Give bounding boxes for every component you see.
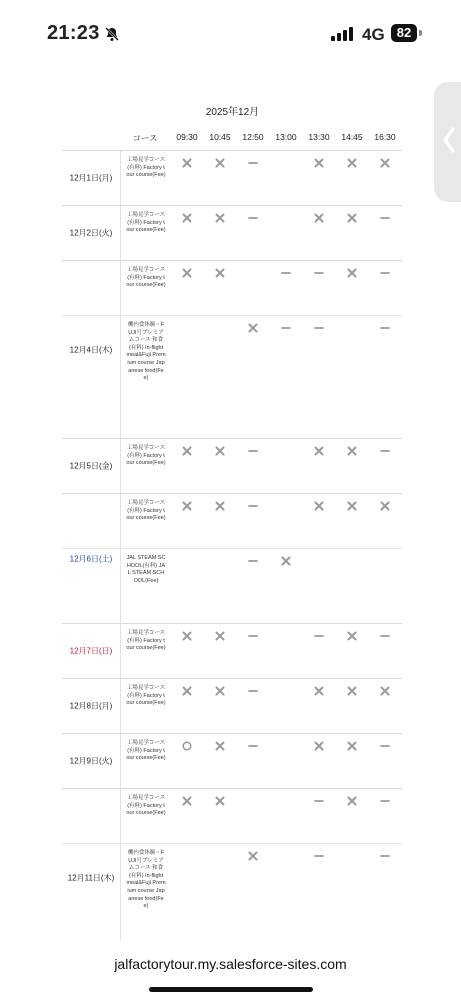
column-divider [120, 679, 121, 733]
not-offered-dash-icon [247, 740, 259, 752]
not-offered-dash-icon [379, 630, 391, 642]
unavailable-x-icon [214, 445, 226, 457]
not-offered-dash-icon [313, 850, 325, 862]
column-divider [120, 261, 121, 438]
unavailable-x-icon [313, 740, 325, 752]
unavailable-x-icon [379, 157, 391, 169]
date-group [62, 260, 402, 438]
table-row [62, 261, 402, 315]
bell-slash-icon [104, 26, 120, 42]
course-name: 工場見学コース(有料) Factory tour course(Fee) [126, 212, 166, 234]
not-offered-dash-icon [313, 795, 325, 807]
unavailable-x-icon [181, 212, 193, 224]
date-label: 12月6日(土) [69, 554, 113, 563]
browser-address-bar[interactable] [0, 940, 461, 1000]
not-offered-dash-icon [379, 212, 391, 224]
date-label: 12月8日(月) [69, 701, 113, 711]
date-label: 12月2日(火) [69, 228, 113, 238]
date-label: 12月1日(月) [69, 173, 113, 183]
table-row [62, 315, 402, 438]
course-name: 工場見学コース(有料) Factory tour course(Fee) [126, 795, 166, 817]
column-divider [120, 151, 121, 205]
time-column-header: 13:30 [308, 132, 330, 142]
not-offered-dash-icon [379, 740, 391, 752]
unavailable-x-icon [280, 555, 292, 567]
not-offered-dash-icon [379, 322, 391, 334]
unavailable-x-icon [214, 630, 226, 642]
not-offered-dash-icon [247, 630, 259, 642]
course-column-header: コース [132, 133, 158, 143]
date-label: 12月5日(金) [69, 461, 113, 471]
course-name: 工場見学コース(有料) Factory tour course(Fee) [126, 267, 166, 289]
unavailable-x-icon [214, 212, 226, 224]
not-offered-dash-icon [379, 850, 391, 862]
unavailable-x-icon [214, 267, 226, 279]
unavailable-x-icon [181, 795, 193, 807]
not-offered-dash-icon [379, 795, 391, 807]
unavailable-x-icon [346, 630, 358, 642]
course-name: 機内食体験・FUJI号プレミアムコース 和食(有料) In-flight meal&Fuji Premium course Japanese food(Fee) [126, 322, 166, 382]
unavailable-x-icon [214, 157, 226, 169]
not-offered-dash-icon [247, 555, 259, 567]
column-divider [120, 206, 121, 260]
date-label: 12月7日(日) [69, 646, 113, 656]
unavailable-x-icon [313, 500, 325, 512]
battery-nub [419, 30, 422, 36]
not-offered-dash-icon [280, 267, 292, 279]
month-title: 2025年12月 [205, 107, 260, 118]
column-divider [120, 734, 121, 788]
available-circle-icon[interactable] [181, 740, 193, 752]
course-name: JAL STEAM SCHOOL(有料) JAL STEAM SCHOOL(Fee) [126, 555, 166, 584]
course-name: 工場見学コース(有料) Factory tour course(Fee) [126, 740, 166, 762]
not-offered-dash-icon [247, 500, 259, 512]
unavailable-x-icon [214, 500, 226, 512]
unavailable-x-icon [379, 685, 391, 697]
signal-icon [331, 27, 355, 41]
time-column-header: 10:45 [209, 132, 231, 142]
clock: 21:23 [47, 22, 100, 44]
date-group [62, 733, 402, 788]
time-column-header: 09:30 [176, 132, 198, 142]
date-group [62, 205, 402, 260]
side-panel-handle[interactable] [434, 82, 461, 202]
not-offered-dash-icon [280, 322, 292, 334]
unavailable-x-icon [247, 850, 259, 862]
time-column-header: 14:45 [341, 132, 363, 142]
unavailable-x-icon [181, 157, 193, 169]
unavailable-x-icon [346, 212, 358, 224]
course-name: 工場見学コース(有料) Factory tour course(Fee) [126, 630, 166, 652]
unavailable-x-icon [214, 685, 226, 697]
time-column-header: 16:30 [374, 132, 396, 142]
date-label: 12月9日(火) [69, 756, 113, 766]
course-name: 工場見学コース(有料) Factory tour course(Fee) [126, 685, 166, 707]
unavailable-x-icon [214, 795, 226, 807]
not-offered-dash-icon [247, 445, 259, 457]
unavailable-x-icon [346, 445, 358, 457]
not-offered-dash-icon [313, 630, 325, 642]
network-type: 4G [362, 25, 385, 44]
table-row [62, 494, 402, 548]
course-name: 工場見学コース(有料) Factory tour course(Fee) [126, 157, 166, 179]
unavailable-x-icon [247, 322, 259, 334]
date-label: 12月4日(木) [69, 345, 113, 354]
availability-table [62, 124, 402, 966]
date-label: 12月11日(木) [67, 873, 115, 882]
not-offered-dash-icon [379, 267, 391, 279]
column-divider [120, 624, 121, 678]
unavailable-x-icon [313, 212, 325, 224]
not-offered-dash-icon [247, 212, 259, 224]
table-row [62, 789, 402, 843]
unavailable-x-icon [346, 685, 358, 697]
battery-icon: 82 [391, 24, 417, 42]
course-name: 工場見学コース(有料) Factory tour course(Fee) [126, 500, 166, 522]
unavailable-x-icon [181, 685, 193, 697]
not-offered-dash-icon [313, 322, 325, 334]
column-divider [120, 494, 121, 623]
course-name: 工場見学コース(有料) Factory tour course(Fee) [126, 445, 166, 467]
unavailable-x-icon [313, 445, 325, 457]
not-offered-dash-icon [247, 157, 259, 169]
unavailable-x-icon [181, 630, 193, 642]
home-indicator[interactable] [149, 987, 313, 992]
date-group [62, 150, 402, 205]
time-column-header: 13:00 [275, 132, 297, 142]
unavailable-x-icon [346, 157, 358, 169]
unavailable-x-icon [313, 157, 325, 169]
unavailable-x-icon [181, 445, 193, 457]
table-header [62, 124, 402, 150]
column-divider [120, 439, 121, 493]
time-column-header: 12:50 [242, 132, 264, 142]
not-offered-dash-icon [247, 685, 259, 697]
date-group [62, 493, 402, 623]
url-text: jalfactorytour.my.salesforce-sites.com [114, 956, 347, 972]
unavailable-x-icon [181, 500, 193, 512]
table-body [62, 150, 402, 966]
unavailable-x-icon [346, 267, 358, 279]
unavailable-x-icon [313, 685, 325, 697]
not-offered-dash-icon [379, 445, 391, 457]
unavailable-x-icon [346, 740, 358, 752]
unavailable-x-icon [214, 740, 226, 752]
date-group [62, 623, 402, 678]
unavailable-x-icon [379, 500, 391, 512]
unavailable-x-icon [346, 795, 358, 807]
not-offered-dash-icon [313, 267, 325, 279]
status-bar [0, 0, 461, 64]
unavailable-x-icon [346, 500, 358, 512]
chevron-left-icon [442, 126, 456, 154]
unavailable-x-icon [181, 267, 193, 279]
date-group [62, 438, 402, 493]
date-group [62, 678, 402, 733]
course-name: 機内食体験・FUJI号プレミアムコース 和食(有料) In-flight meal&Fuji Premium course Japanese food(Fee) [126, 850, 166, 910]
